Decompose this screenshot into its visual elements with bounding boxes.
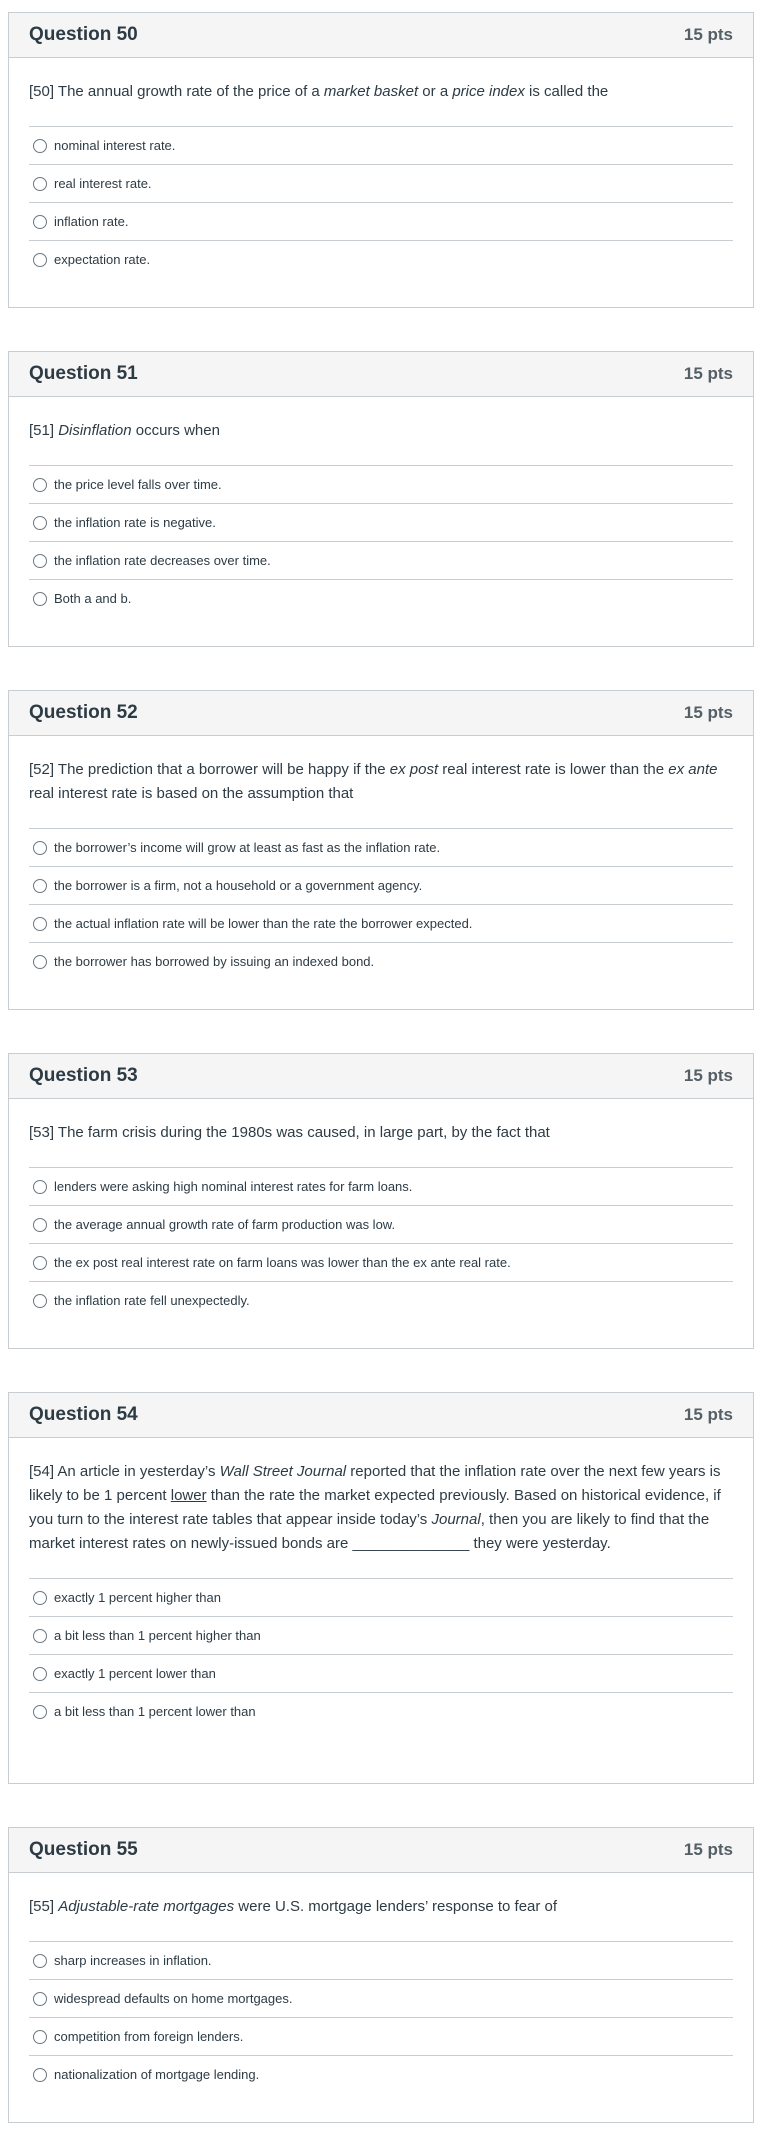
question-card <box>8 12 754 308</box>
question-title: Question 52 <box>29 702 138 723</box>
radio-button[interactable] <box>33 879 47 893</box>
radio-button[interactable] <box>33 2068 47 2082</box>
answer-option[interactable] <box>29 503 733 541</box>
answer-label: a bit less than 1 percent lower than <box>54 1704 256 1719</box>
radio-button[interactable] <box>33 215 47 229</box>
answer-label: inflation rate. <box>54 214 129 229</box>
answer-option[interactable] <box>29 1578 733 1616</box>
answer-option[interactable] <box>29 164 733 202</box>
question-points: 15 pts <box>683 364 733 383</box>
question-points: 15 pts <box>683 1840 733 1859</box>
radio-button[interactable] <box>33 592 47 606</box>
radio-button[interactable] <box>33 1629 47 1643</box>
question-header <box>9 1393 753 1438</box>
question-card <box>8 1053 754 1349</box>
answer-label: lenders were asking high nominal interest rates for farm loans. <box>54 1179 413 1194</box>
question-header <box>9 13 753 58</box>
question-text: [54] An article in yesterday’s Wall Street Journal reported that the inflation rate over the next few years is likely to be 1 percent lower than the rate the market expected previously. Based on historical evidence, if you turn to the interest rate tables that appear inside today’s Journal, then you are likely to find that the market interest rates on newly-issued bonds are ______________ they were yesterday. <box>29 1463 721 1552</box>
answer-option[interactable] <box>29 1167 733 1205</box>
radio-button[interactable] <box>33 1218 47 1232</box>
radio-button[interactable] <box>33 554 47 568</box>
radio-button[interactable] <box>33 1294 47 1308</box>
question-header <box>9 352 753 397</box>
answer-option[interactable] <box>29 1205 733 1243</box>
question-card <box>8 1392 754 1784</box>
question-body <box>9 58 753 292</box>
answer-list <box>29 1578 733 1730</box>
question-text: [52] The prediction that a borrower will be happy if the ex post real interest rate is lower than the ex ante real interest rate is based on the assumption that <box>29 761 718 802</box>
answer-label: nominal interest rate. <box>54 138 176 153</box>
question-body <box>9 1438 753 1744</box>
answer-label: widespread defaults on home mortgages. <box>54 1991 293 2006</box>
answer-option[interactable] <box>29 126 733 164</box>
answer-option[interactable] <box>29 1281 733 1319</box>
answer-label: exactly 1 percent higher than <box>54 1590 221 1605</box>
answer-label: the inflation rate is negative. <box>54 515 216 530</box>
answer-list <box>29 828 733 980</box>
radio-button[interactable] <box>33 1256 47 1270</box>
answer-option[interactable] <box>29 1979 733 2017</box>
answer-option[interactable] <box>29 828 733 866</box>
question-header <box>9 1828 753 1873</box>
answer-option[interactable] <box>29 1692 733 1730</box>
question-title: Question 53 <box>29 1065 138 1086</box>
answer-label: the inflation rate decreases over time. <box>54 553 271 568</box>
radio-button[interactable] <box>33 1954 47 1968</box>
radio-button[interactable] <box>33 841 47 855</box>
answer-label: a bit less than 1 percent higher than <box>54 1628 261 1643</box>
question-title: Question 50 <box>29 24 138 45</box>
question-points: 15 pts <box>683 25 733 44</box>
radio-button[interactable] <box>33 1705 47 1719</box>
answer-list <box>29 465 733 617</box>
answer-label: the borrower’s income will grow at least as fast as the inflation rate. <box>54 840 441 855</box>
question-points: 15 pts <box>683 1405 733 1424</box>
question-points: 15 pts <box>683 1066 733 1085</box>
radio-button[interactable] <box>33 955 47 969</box>
answer-option[interactable] <box>29 1941 733 1979</box>
answer-option[interactable] <box>29 2017 733 2055</box>
answer-label: real interest rate. <box>54 176 152 191</box>
question-header <box>9 1054 753 1099</box>
answer-option[interactable] <box>29 866 733 904</box>
radio-button[interactable] <box>33 516 47 530</box>
answer-label: the ex post real interest rate on farm loans was lower than the ex ante real rate. <box>54 1255 511 1270</box>
answer-label: sharp increases in inflation. <box>54 1953 212 1968</box>
answer-option[interactable] <box>29 202 733 240</box>
answer-option[interactable] <box>29 240 733 278</box>
radio-button[interactable] <box>33 1667 47 1681</box>
question-text: [55] Adjustable-rate mortgages were U.S. mortgage lenders’ response to fear of <box>29 1898 558 1915</box>
answer-label: nationalization of mortgage lending. <box>54 2067 260 2082</box>
answer-label: the price level falls over time. <box>54 477 222 492</box>
question-card <box>8 1827 754 2123</box>
answer-option[interactable] <box>29 541 733 579</box>
question-card <box>8 690 754 1010</box>
answer-option[interactable] <box>29 465 733 503</box>
question-text: [53] The farm crisis during the 1980s was caused, in large part, by the fact that <box>29 1124 550 1141</box>
answer-option[interactable] <box>29 2055 733 2093</box>
answer-option[interactable] <box>29 942 733 980</box>
answer-option[interactable] <box>29 1616 733 1654</box>
answer-label: the average annual growth rate of farm production was low. <box>54 1217 396 1232</box>
radio-button[interactable] <box>33 1591 47 1605</box>
radio-button[interactable] <box>33 2030 47 2044</box>
answer-label: Both a and b. <box>54 591 132 606</box>
question-body <box>9 1873 753 2107</box>
answer-label: the borrower is a firm, not a household or a government agency. <box>54 878 423 893</box>
radio-button[interactable] <box>33 177 47 191</box>
answer-option[interactable] <box>29 1243 733 1281</box>
answer-list <box>29 1167 733 1319</box>
answer-list <box>29 1941 733 2093</box>
question-title: Question 55 <box>29 1839 138 1860</box>
answer-label: exactly 1 percent lower than <box>54 1666 216 1681</box>
answer-option[interactable] <box>29 904 733 942</box>
answer-label: competition from foreign lenders. <box>54 2029 244 2044</box>
question-body <box>9 736 753 994</box>
radio-button[interactable] <box>33 1992 47 2006</box>
question-text: [50] The annual growth rate of the price of a market basket or a price index is called the <box>29 83 609 100</box>
question-points: 15 pts <box>683 703 733 722</box>
question-title: Question 54 <box>29 1404 138 1425</box>
answer-label: the inflation rate fell unexpectedly. <box>54 1293 250 1308</box>
question-text: [51] Disinflation occurs when <box>29 422 220 439</box>
question-body <box>9 397 753 631</box>
radio-button[interactable] <box>33 1180 47 1194</box>
question-card <box>8 351 754 647</box>
answer-label: the actual inflation rate will be lower than the rate the borrower expected. <box>54 916 473 931</box>
radio-button[interactable] <box>33 478 47 492</box>
radio-button[interactable] <box>33 917 47 931</box>
answer-list <box>29 126 733 278</box>
question-body <box>9 1099 753 1333</box>
radio-button[interactable] <box>33 253 47 267</box>
radio-button[interactable] <box>33 139 47 153</box>
answer-label: the borrower has borrowed by issuing an indexed bond. <box>54 954 375 969</box>
answer-label: expectation rate. <box>54 252 151 267</box>
question-title: Question 51 <box>29 363 138 384</box>
question-header <box>9 691 753 736</box>
answer-option[interactable] <box>29 1654 733 1692</box>
answer-option[interactable] <box>29 579 733 617</box>
